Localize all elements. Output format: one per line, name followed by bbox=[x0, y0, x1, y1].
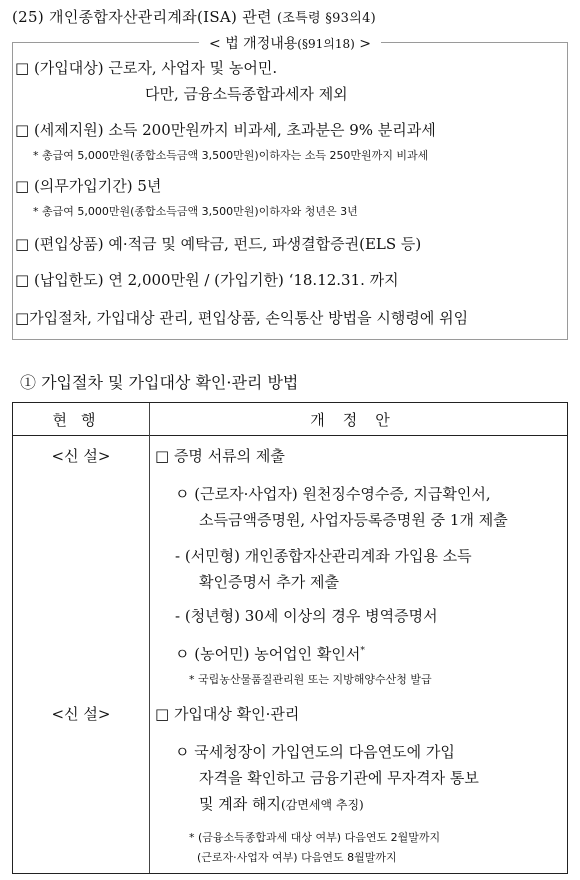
row1-heading: □ 증명 서류의 제출 bbox=[155, 447, 285, 465]
section-title: ① 가입절차 및 가입대상 확인·관리 방법 bbox=[20, 373, 299, 392]
summary-item-eligible-products: □ (편입상품) 예·적금 및 예탁금, 펀드, 파생결합증권(ELS 등) bbox=[15, 235, 422, 253]
row1-current: <신 설> bbox=[51, 447, 111, 465]
title-law-reference: (조특령 §93의4) bbox=[276, 11, 377, 26]
document-title bbox=[12, 6, 572, 27]
summary-box-legend bbox=[13, 33, 567, 53]
title-main: (25) 개인종합자산관리계좌(ISA) 관련 bbox=[12, 8, 272, 26]
row1-line-low-income-cont: 확인증명서 추가 제출 bbox=[199, 573, 339, 591]
legend-text: < 법 개정내용 bbox=[209, 36, 298, 52]
legend-reference: (§91의18) bbox=[297, 37, 355, 51]
row2-current: <신 설> bbox=[51, 705, 111, 723]
row2-note-financial-income: * (금융소득종합과세 대상 여부) 다음연도 2월말까지 bbox=[189, 831, 441, 844]
summary-item-mandatory-period: □ (의무가입기간) 5년 bbox=[15, 177, 162, 195]
summary-item-eligibility: □ (가입대상) 근로자, 사업자 및 농어민. bbox=[15, 59, 278, 77]
header-proposal: 개정안 bbox=[310, 411, 408, 429]
summary-item-eligibility-exception: 다만, 금융소득종합과세자 제외 bbox=[145, 85, 348, 103]
reform-comparison-table bbox=[12, 402, 568, 874]
row2-note-worker-status: (근로자·사업자 여부) 다음연도 8월말까지 bbox=[197, 851, 397, 864]
summary-item-delegation: □가입절차, 가입대상 관리, 편입상품, 손익통산 방법을 시행령에 위임 bbox=[15, 309, 469, 327]
row2-line-notify: 자격을 확인하고 금융기관에 무자격자 통보 bbox=[199, 769, 479, 787]
row2-heading: □ 가입대상 확인·관리 bbox=[155, 705, 300, 723]
row1-line-low-income: - (서민형) 개인종합자산관리계좌 가입용 소득 bbox=[175, 547, 472, 565]
row1-line-youth: - (청년형) 30세 이상의 경우 병역증명서 bbox=[175, 607, 438, 625]
column-divider bbox=[149, 403, 150, 873]
law-amendment-summary-box bbox=[12, 36, 568, 340]
row2-line-termination: 및 계좌 해지(감면세액 추징) bbox=[199, 795, 364, 813]
table-header-row bbox=[13, 403, 567, 436]
row1-line-worker-business: ㅇ (근로자·사업자) 원천징수영수증, 지급확인서, bbox=[175, 485, 491, 503]
row1-line-farmer: ㅇ (농어민) 농어업인 확인서* bbox=[175, 645, 365, 663]
summary-item-deposit-limit: □ (납입한도) 연 2,000만원 / (가입기한) ‘18.12.31. 까지 bbox=[15, 271, 399, 289]
row1-line-documents: 소득금액증명원, 사업자등록증명원 중 1개 제출 bbox=[199, 511, 508, 529]
row2-line-nts-check: ㅇ 국세청장이 가입연도의 다음연도에 가입 bbox=[175, 743, 455, 761]
header-current: 현행 bbox=[52, 411, 110, 429]
summary-item-tax-support: □ (세제지원) 소득 200만원까지 비과세, 초과분은 9% 분리과세 bbox=[15, 121, 436, 139]
summary-note-tax-support: * 총급여 5,000만원(종합소득금액 3,500만원)이하자는 소득 250만원까지 비과세 bbox=[33, 149, 429, 162]
row1-note-issuer: * 국립농산물품질관리원 또는 지방해양수산청 발급 bbox=[189, 673, 432, 686]
summary-note-mandatory-period: * 총급여 5,000만원(종합소득금액 3,500만원)이하자와 청년은 3년 bbox=[33, 205, 358, 218]
legend-close: > bbox=[354, 36, 371, 52]
